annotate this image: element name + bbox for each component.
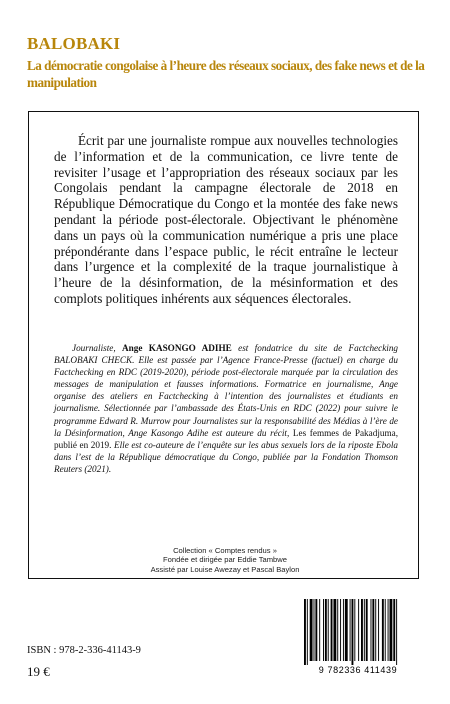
book-title: BALOBAKI	[27, 34, 121, 53]
book-subtitle: La démocratie congolaise à l’heure des réseaux sociaux, des fake news et de la manipulation	[27, 58, 425, 90]
isbn-label: ISBN : 978-2-336-41143-9	[27, 645, 141, 656]
price-label: 19 €	[27, 664, 50, 679]
credits-line-3: Assisté par Louise Awezay et Pascal Baylon	[150, 564, 300, 574]
author-bio	[54, 342, 398, 475]
collection-credits	[110, 546, 340, 574]
barcode-icon	[296, 597, 420, 667]
barcode	[296, 597, 420, 675]
credits-line-1: Collection « Comptes rendus »	[173, 546, 277, 555]
bio-intro: Journaliste,	[72, 343, 123, 353]
credits-line-2: Fondée et dirigée par Eddie Tambwe	[163, 555, 287, 565]
bio-work: Les femmes de Pakadjuma, publié en 2019.	[54, 427, 398, 450]
bio-end: Elle est co-auteure de l’enquête sur les abus sexuels lors de la riposte Ebola dans l’est de la République démocratique du Congo, publiée par la Fondation Thomson Reuters (2021).	[54, 439, 398, 474]
bio-body: est fondatrice du site de Factchecking BALOBAKI CHECK. Elle est passée par l’Agence France-Presse (factuel) en charge du Factchecking en RDC (2019-2020), période post-électorale marquée par la circulation des messages de manipulation et fausses informations. Formatrice en journalisme, Ange organise des ateliers en Factchecking à l’intention des journalistes et étudiants en journalisme. Sélectionnée par l’ambassade des États-Unis en RDC (2022) pour suivre le programme Edward R. Murrow pour Journalistes sur la responsabilité des Médias à l’ère de la Désinformation, Ange Kasongo Adihe est auteure du récit,	[54, 343, 399, 438]
barcode-digits: 9 782336 411439	[318, 665, 398, 675]
author-name: Ange KASONGO ADIHE	[122, 343, 232, 353]
summary-text: Écrit par une journaliste rompue aux nouvelles technologies de l’information et de la communication, ce livre tente de revisiter l’usage et l’appropriation des réseaux sociaux par les Congolais pendant la campagne électorale de 2018 en République Démocratique du Congo et la montée des fake news pendant la période post-électorale. Objectivant le phénomène dans un pays où la communication numérique a pris une place prépondérante dans l’espace public, le récit entraîne le lecteur dans l’urgence et la complexité de la traque journalistique à l’heure de la désinformation, de la mésinformation et des complots politiques inhérents aux séquences électorales.	[54, 133, 398, 306]
